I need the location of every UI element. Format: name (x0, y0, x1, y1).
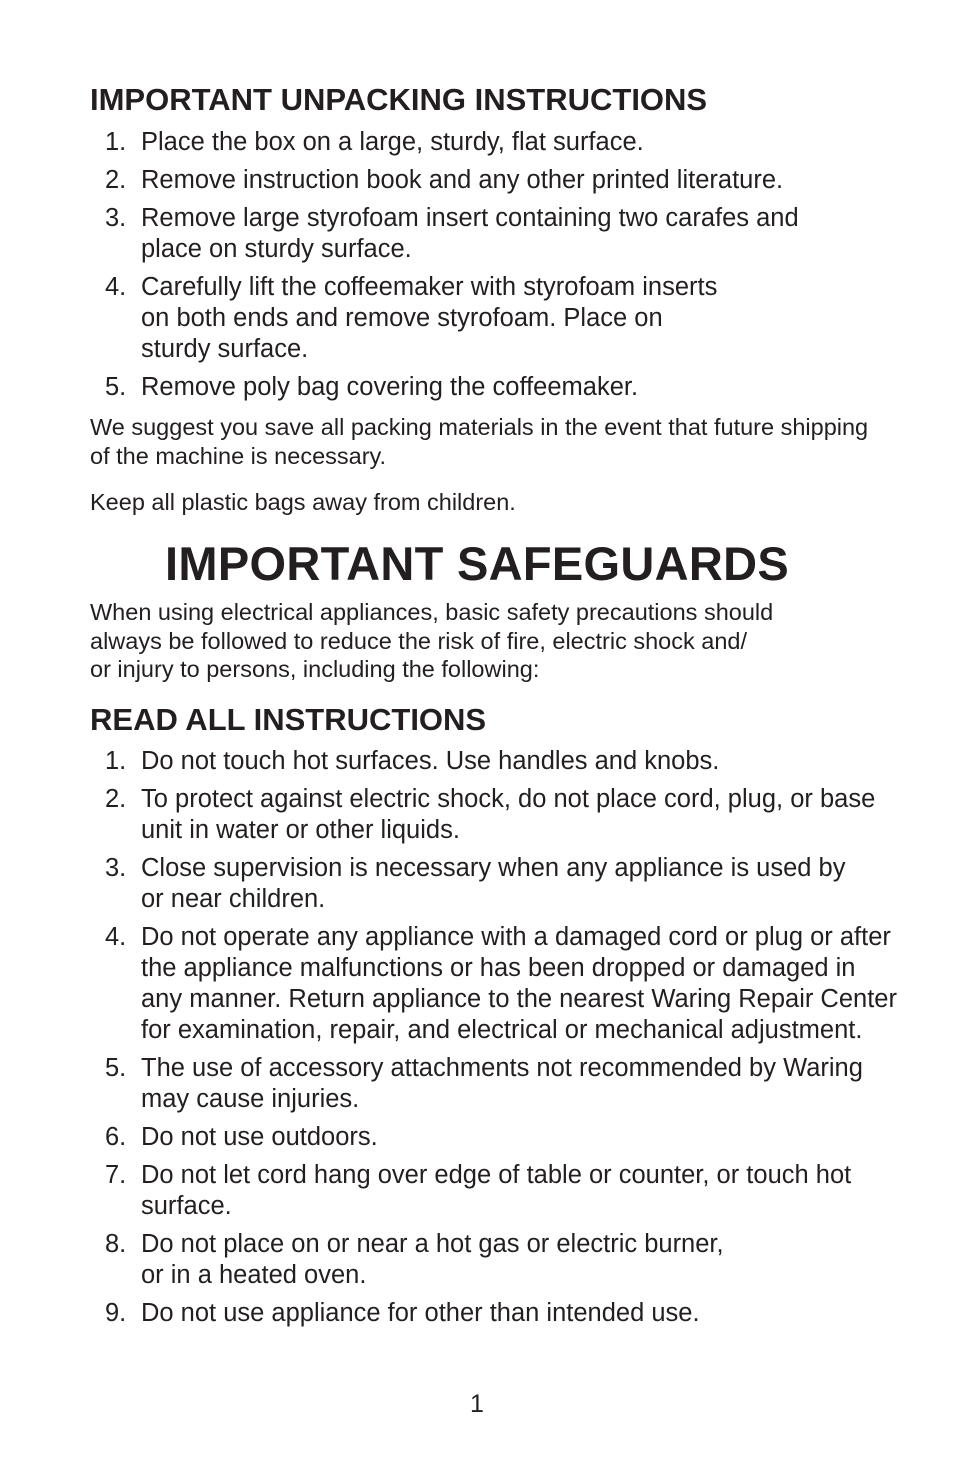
read-all-list (90, 746, 897, 1336)
item-text-line: on both ends and remove styrofoam. Place on (141, 304, 663, 332)
item-text-line: or in a heated oven. (141, 1261, 367, 1289)
item-number: 5. (105, 1054, 127, 1082)
item-text: Do not let cord hang over edge of table or counter, or touch hot surface. (141, 1161, 852, 1220)
item-number: 3. (105, 204, 127, 232)
plastic-bag-warning: Keep all plastic bags away from children. (90, 489, 516, 515)
unpacking-list (90, 127, 880, 410)
list-item (90, 272, 880, 365)
item-text: The use of accessory attachments not recommended by Waring may cause injuries. (141, 1054, 863, 1113)
intro-line: always be followed to reduce the risk of fire, electric shock and/ (90, 627, 748, 654)
item-number: 8. (105, 1230, 127, 1258)
list-item (90, 922, 901, 1046)
list-item (90, 203, 866, 265)
list-item (90, 1122, 880, 1153)
item-text-line: sturdy surface. (141, 335, 309, 363)
safeguards-intro (90, 598, 880, 684)
unpacking-heading: IMPORTANT UNPACKING INSTRUCTIONS (90, 82, 708, 117)
list-item (90, 372, 880, 403)
item-text: Remove instruction book and any other printed literature. (141, 166, 784, 194)
item-number: 4. (105, 273, 127, 301)
intro-line: When using electrical appliances, basic safety precautions should (90, 599, 774, 625)
item-number: 9. (105, 1299, 127, 1327)
list-item (90, 853, 856, 915)
list-item (90, 1053, 901, 1115)
item-text-line: Carefully lift the coffeemaker with styrofoam inserts (141, 273, 718, 301)
page-number: 1 (470, 1390, 484, 1418)
item-text: Place the box on a large, sturdy, flat surface. (141, 128, 644, 156)
item-text-line: Do not place on or near a hot gas or electric burner, (141, 1230, 724, 1258)
item-text: Do not use appliance for other than intended use. (141, 1299, 700, 1327)
item-text: Do not touch hot surfaces. Use handles and knobs. (141, 747, 720, 775)
list-item (90, 1298, 880, 1329)
item-number: 2. (105, 166, 127, 194)
list-item (90, 127, 880, 158)
item-text: Remove poly bag covering the coffeemaker. (141, 373, 639, 401)
list-item (90, 746, 880, 777)
list-item (90, 784, 880, 846)
item-number: 7. (105, 1161, 127, 1189)
item-number: 1. (105, 128, 127, 156)
item-number: 2. (105, 785, 127, 813)
intro-line: or injury to persons, including the following: (90, 656, 540, 682)
item-number: 6. (105, 1123, 127, 1151)
item-number: 3. (105, 854, 127, 882)
item-text: Close supervision is necessary when any appliance is used by or near children. (141, 854, 846, 913)
safeguards-title: IMPORTANT SAFEGUARDS (165, 537, 789, 590)
packing-note: We suggest you save all packing materials in the event that future shipping of the machine is necessary. (90, 414, 869, 469)
item-text: Do not operate any appliance with a damaged cord or plug or after the appliance malfunctions or has been dropped or damaged in any manner. Return appliance to the nearest Waring Repair Center for examination, repair, and electrical or mechanical adjustment. (141, 923, 897, 1044)
item-text: Do not use outdoors. (141, 1123, 378, 1151)
item-number: 4. (105, 923, 127, 951)
item-number: 5. (105, 373, 127, 401)
list-item (90, 1229, 880, 1291)
item-text: To protect against electric shock, do not place cord, plug, or base unit in water or other liquids. (141, 785, 876, 844)
item-number: 1. (105, 747, 127, 775)
read-all-heading: READ ALL INSTRUCTIONS (90, 702, 487, 737)
item-text: Remove large styrofoam insert containing two carafes and place on sturdy surface. (141, 204, 799, 263)
list-item (90, 165, 880, 196)
list-item (90, 1160, 861, 1222)
